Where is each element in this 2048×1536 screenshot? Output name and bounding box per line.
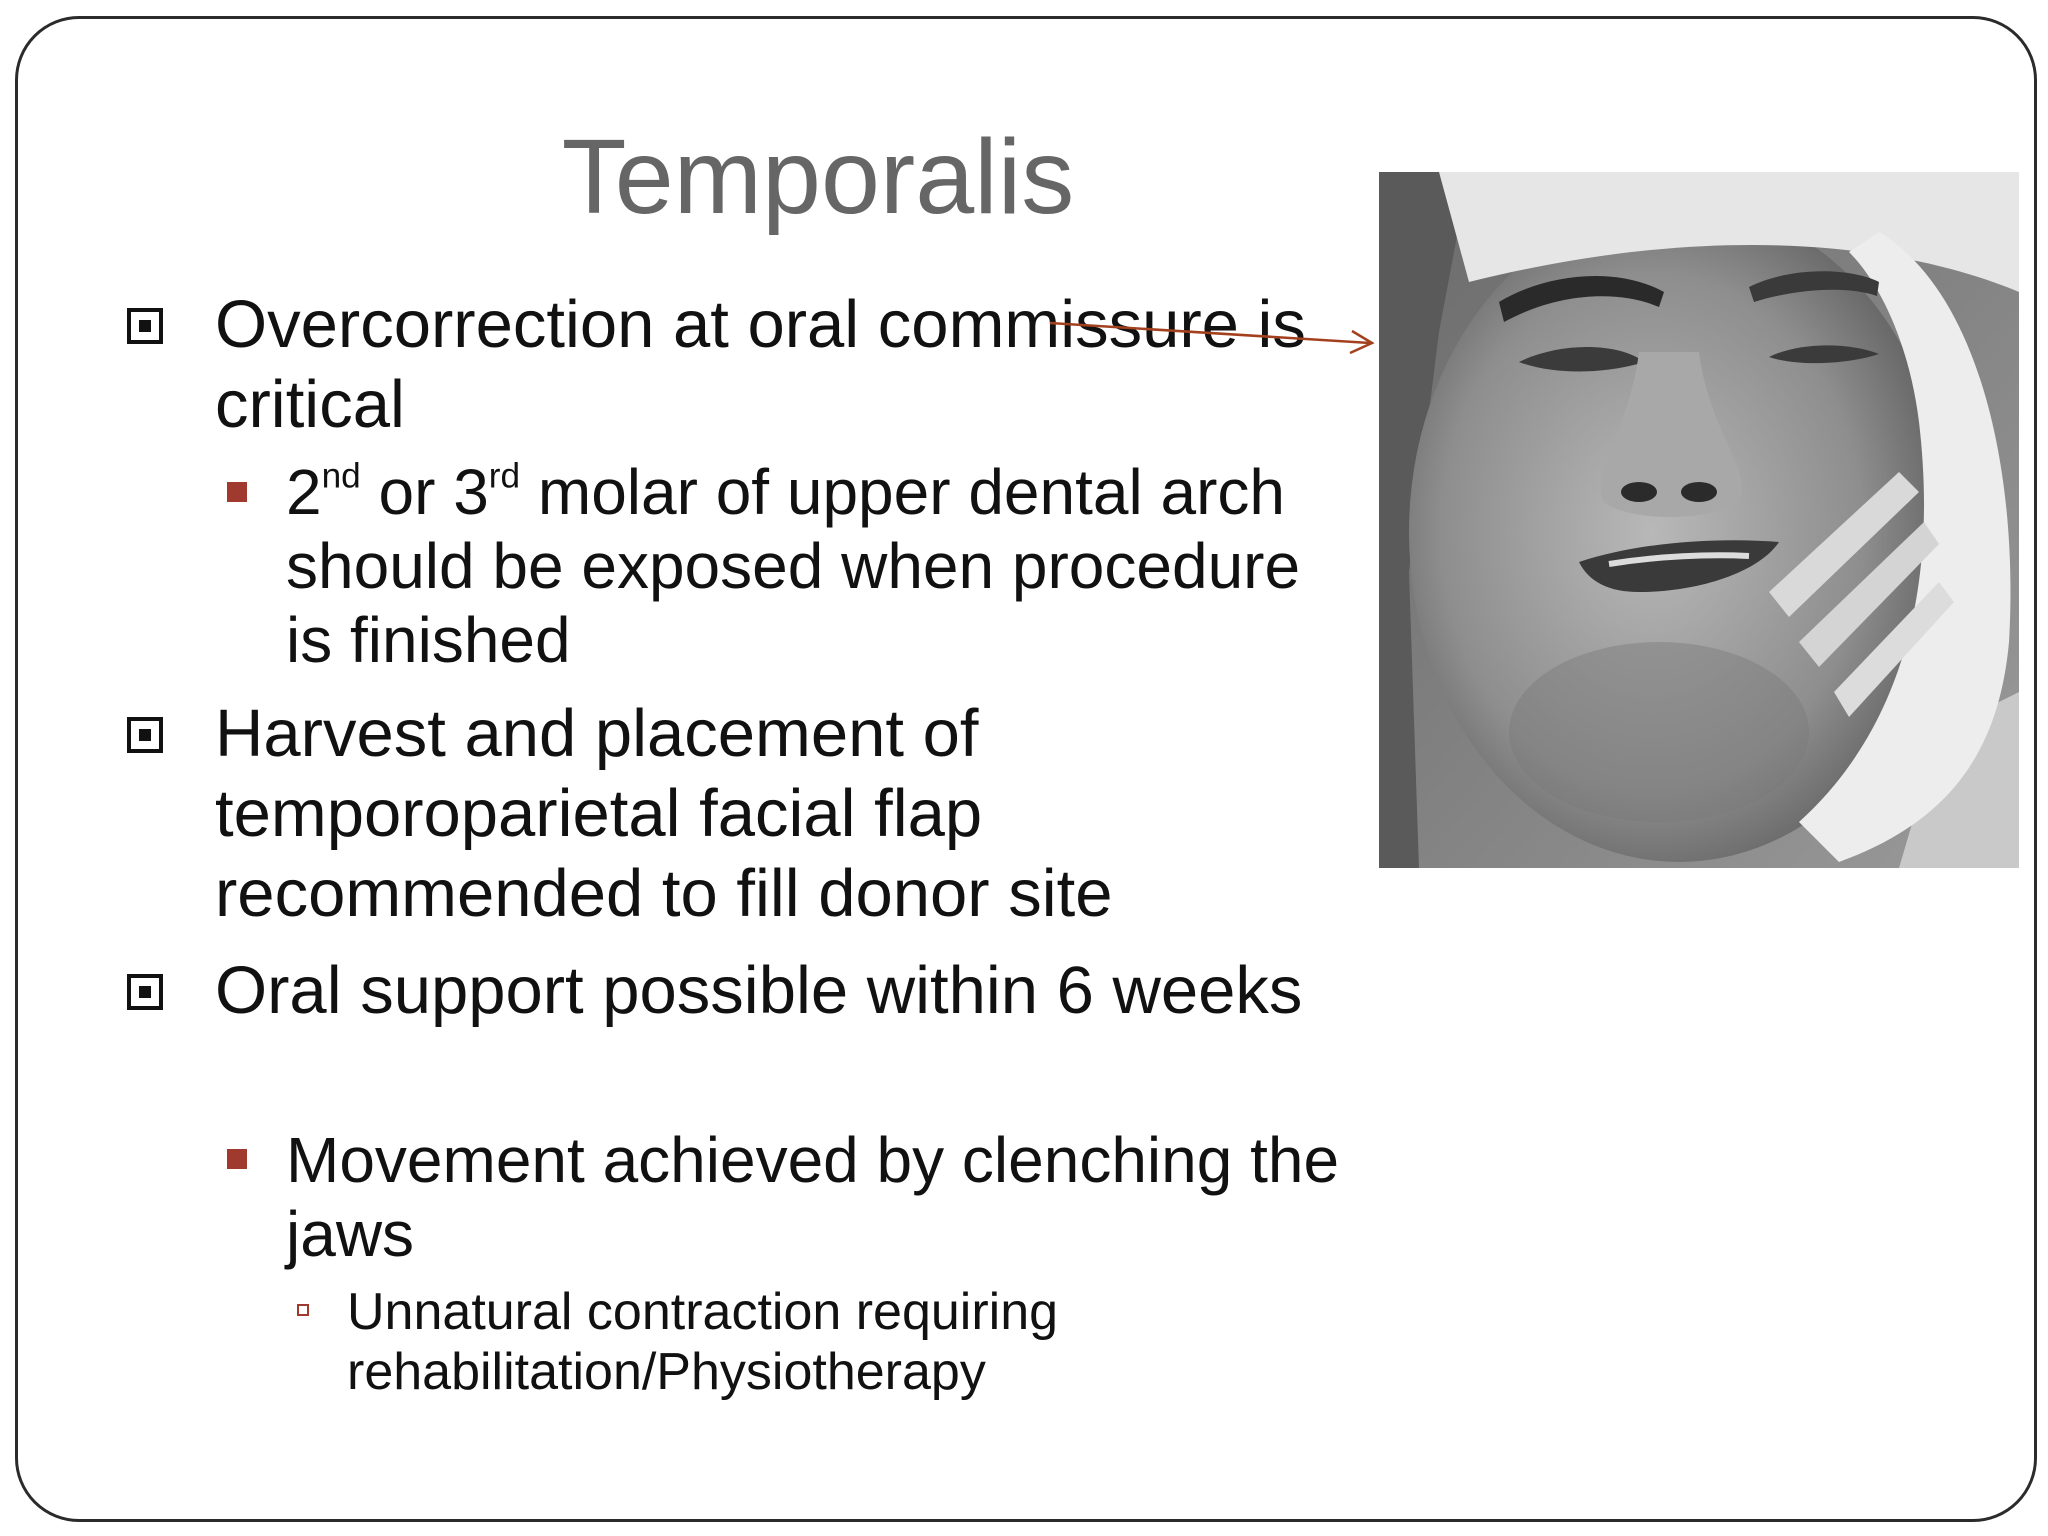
slide-title: Temporalis bbox=[561, 118, 1075, 236]
bullet-1-text: Overcorrection at oral commissure is critical bbox=[215, 287, 1306, 442]
square-bullet-icon bbox=[127, 717, 163, 753]
bullet-3-text: Oral support possible within 6 weeks bbox=[215, 953, 1303, 1028]
sub-text-part: molar of upper dental arch should be exposed when procedure is finished bbox=[286, 456, 1301, 676]
pointer-arrow-icon bbox=[1048, 319, 1388, 369]
hollow-square-bullet-icon bbox=[297, 1304, 309, 1316]
slide bbox=[15, 16, 2037, 1522]
square-bullet-icon bbox=[127, 974, 163, 1010]
sub-text-part: or 3 bbox=[360, 456, 489, 528]
filled-square-bullet-icon bbox=[227, 482, 247, 502]
sub-text-part: 2 bbox=[286, 456, 322, 528]
superscript-rd: rd bbox=[488, 456, 521, 496]
filled-square-bullet-icon bbox=[227, 1149, 247, 1169]
square-bullet-icon bbox=[127, 308, 163, 344]
superscript-nd: nd bbox=[321, 456, 361, 496]
bullet-1-sub-1-text bbox=[286, 455, 1346, 677]
bullet-3-subsub-1-text: Unnatural contraction requiring rehabilitation/Physiotherapy bbox=[347, 1283, 1059, 1401]
bullet-2-text: Harvest and placement of temporoparietal facial flap recommended to fill donor site bbox=[215, 696, 1113, 931]
bullet-3-sub-1-text: Movement achieved by clenching the jaws bbox=[286, 1124, 1340, 1270]
patient-face-photo bbox=[1379, 172, 2019, 868]
